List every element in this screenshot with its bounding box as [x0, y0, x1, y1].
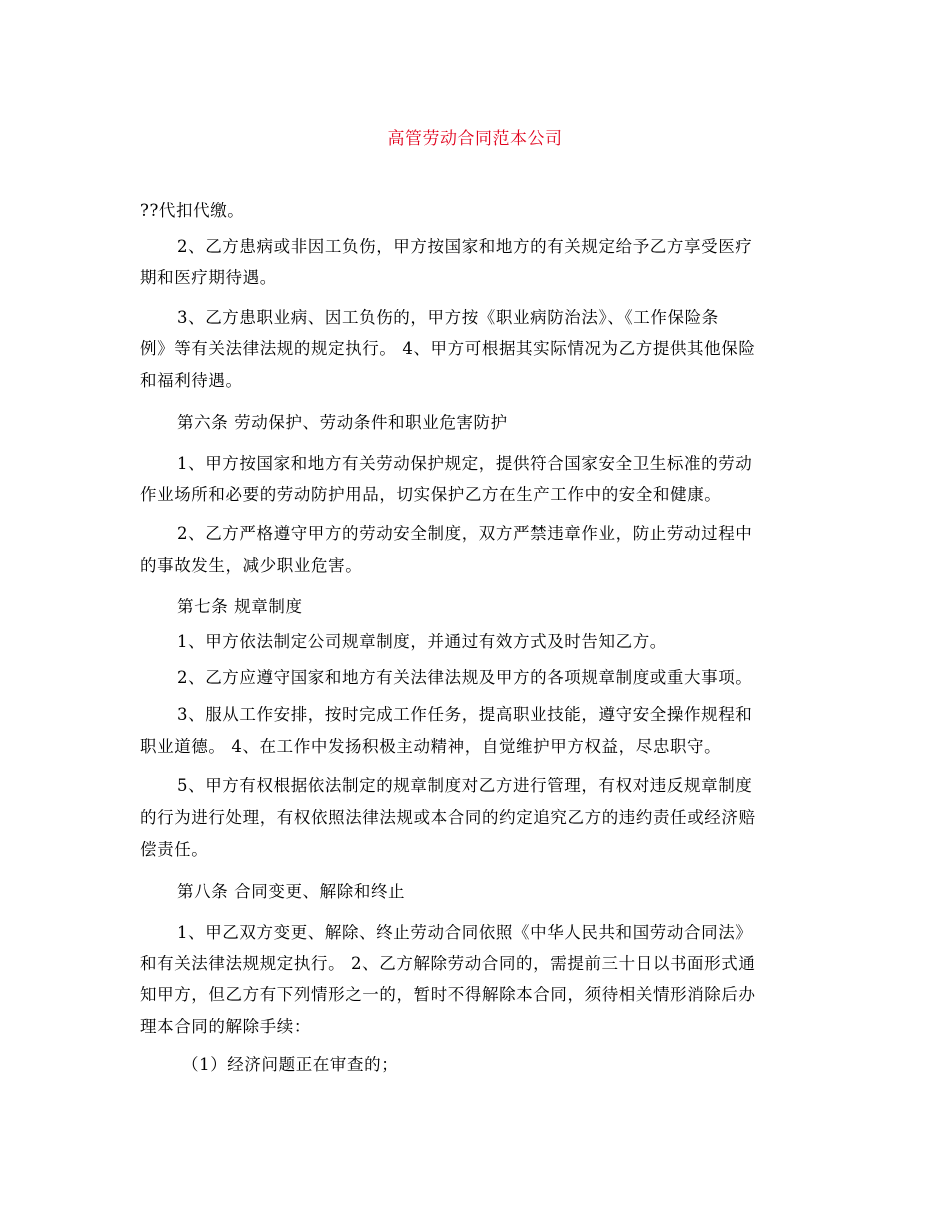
document-title: 高管劳动合同范本公司: [387, 129, 563, 149]
list-item: （1）经济问题正在审查的；: [182, 1055, 399, 1074]
section-heading: 第七条 规章制度: [177, 597, 303, 616]
text-line: 1、甲乙双方变更、解除、终止劳动合同依照《中华人民共和国劳动合同法》: [177, 923, 753, 942]
text-line: 期和医疗期待遇。: [140, 268, 277, 287]
text-line: 3、服从工作安排，按时完成工作任务，提高职业技能，遵守安全操作规程和: [177, 705, 753, 724]
text-line: ??代扣代缴。: [140, 201, 245, 220]
text-line: 理本合同的解除手续：: [140, 1017, 311, 1036]
text-line: 知甲方，但乙方有下列情形之一的，暂时不得解除本合同，须待相关情形消除后办: [140, 985, 756, 1004]
text-line: 的事故发生，减少职业危害。: [140, 556, 363, 575]
section-heading: 第六条 劳动保护、劳动条件和职业危害防护: [177, 413, 508, 432]
text-line: 2、乙方严格遵守甲方的劳动安全制度，双方严禁违章作业，防止劳动过程中: [177, 524, 753, 543]
text-line: 2、乙方患病或非因工负伤，甲方按国家和地方的有关规定给予乙方享受医疗: [177, 237, 753, 256]
section-heading: 第八条 合同变更、解除和终止: [177, 882, 406, 901]
text-line: 2、乙方应遵守国家和地方有关法律法规及甲方的各项规章制度或重大事项。: [177, 668, 753, 687]
text-line: 作业场所和必要的劳动防护用品，切实保护乙方在生产工作中的安全和健康。: [140, 485, 722, 504]
text-line: 和福利待遇。: [140, 371, 243, 390]
text-line: 1、甲方依法制定公司规章制度，并通过有效方式及时告知乙方。: [177, 632, 667, 651]
text-line: 例》等有关法律法规的规定执行。 4、甲方可根据其实际情况为乙方提供其他保险: [140, 339, 756, 358]
text-line: 的行为进行处理，有权依照法律法规或本合同的约定追究乙方的违约责任或经济赔: [140, 808, 756, 827]
text-line: 3、乙方患职业病、因工负伤的，甲方按《职业病防治法》、《工作保险条: [177, 308, 719, 327]
text-line: 5、甲方有权根据依法制定的规章制度对乙方进行管理，有权对违反规章制度: [177, 776, 753, 795]
text-line: 和有关法律法规规定执行。 2、乙方解除劳动合同的，需提前三十日以书面形式通: [140, 954, 756, 973]
text-line: 职业道德。 4、在工作中发扬积极主动精神，自觉维护甲方权益，尽忠职守。: [140, 737, 722, 756]
text-line: 1、甲方按国家和地方有关劳动保护规定，提供符合国家安全卫生标准的劳动: [177, 454, 753, 473]
text-line: 偿责任。: [140, 840, 209, 859]
